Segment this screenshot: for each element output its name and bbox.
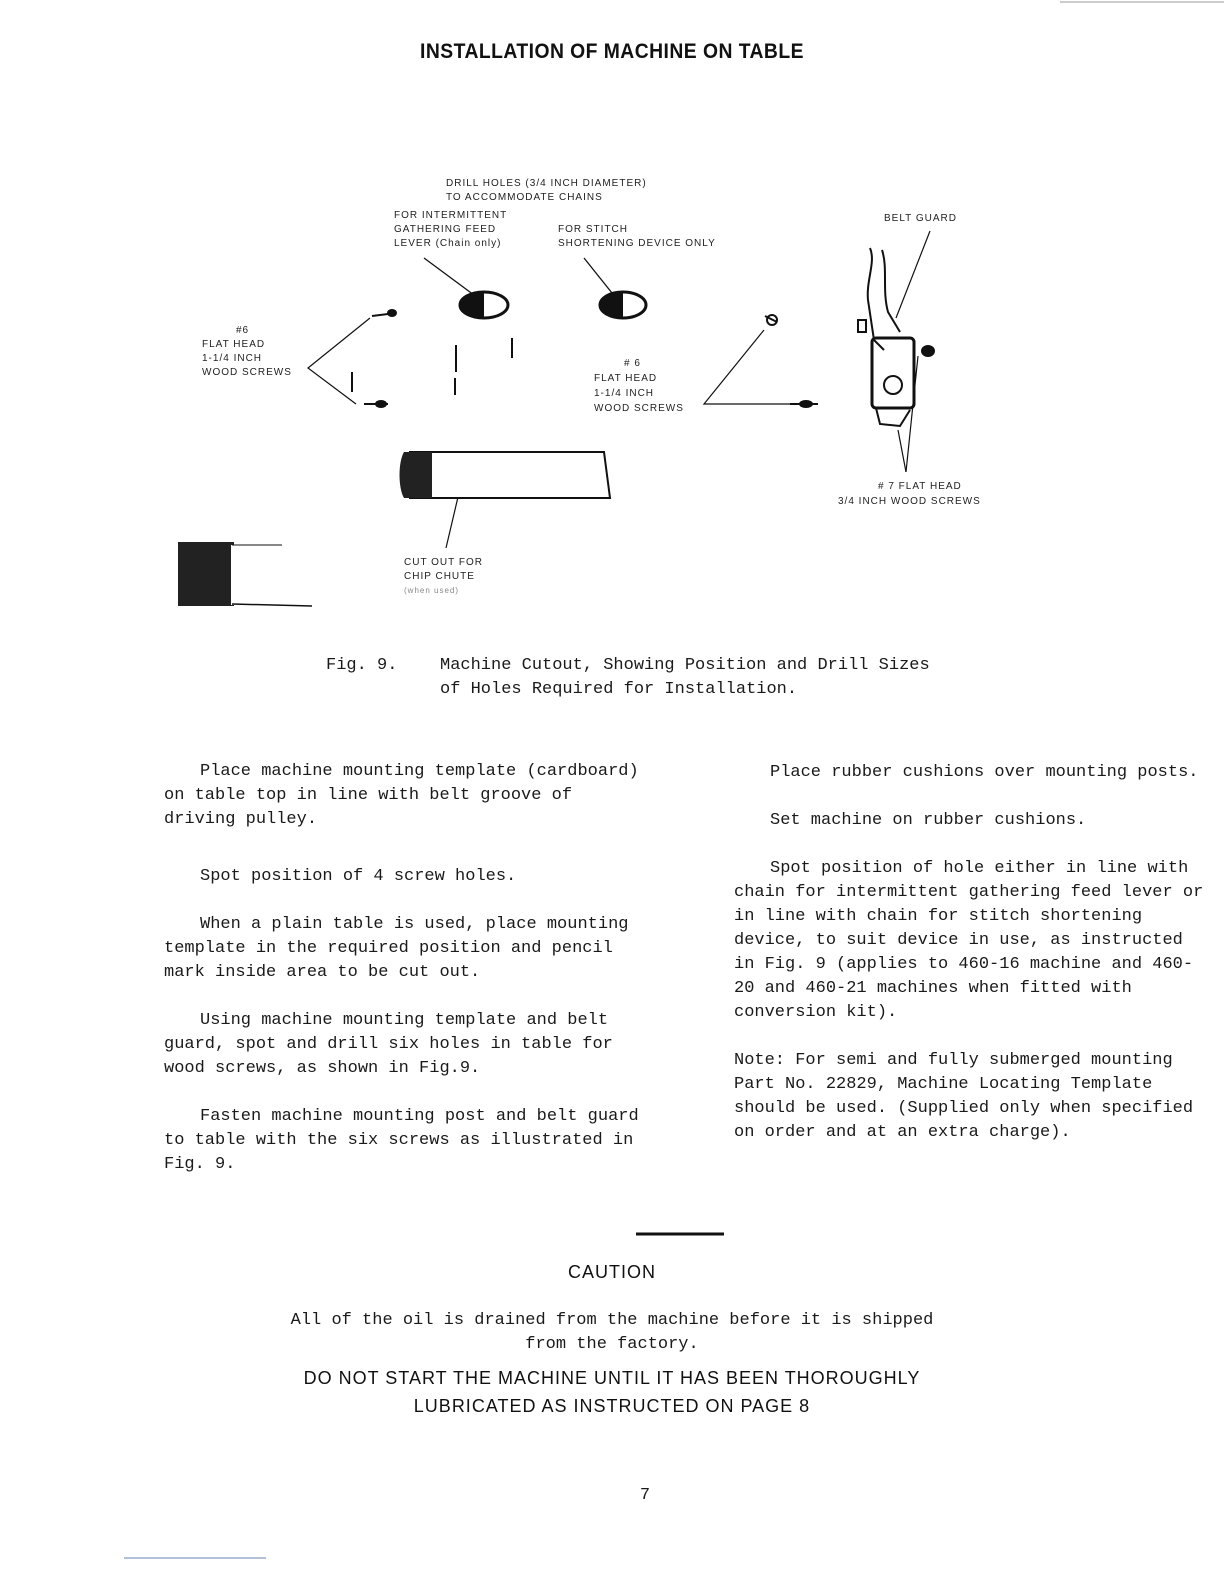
figure-caption-prefix: Fig. 9. — [326, 656, 398, 675]
label-cutout-1: CUT OUT FOR — [404, 557, 483, 568]
leader-left-screws — [308, 318, 370, 404]
label-drill-holes-2: TO ACCOMMODATE CHAINS — [446, 192, 603, 203]
left-screw-top — [372, 309, 397, 317]
label-belt-guard: BELT GUARD — [884, 213, 957, 224]
leader-chip-chute — [446, 497, 458, 548]
instruction-paragraph: Using machine mounting template and belt guard, spot and drill six holes in table for wood screws, as shown in Fig.9. — [164, 1011, 613, 1078]
drill-hole-intermittent — [460, 292, 508, 318]
instruction-paragraph: Spot position of hole either in line with chain for intermittent gathering feed lever or in line with chain for stitch shortening device, to suit device in use, as instructed in Fig. 9 (applies to 460-16 machine and 460-20 and 460-21 machines when fitted with conversion kit). — [734, 859, 1204, 1022]
page-title: INSTALLATION OF MACHINE ON TABLE — [420, 40, 804, 63]
belt-guard-drawing — [858, 248, 914, 426]
label-cutout-3: (when used) — [404, 586, 460, 595]
label-stitch-2: SHORTENING DEVICE ONLY — [558, 238, 716, 249]
label-right-screws-1: # 7 FLAT HEAD — [878, 481, 962, 492]
mid-screw-top — [765, 315, 777, 325]
label-mid-screws-4: WOOD SCREWS — [594, 403, 684, 414]
note-paragraph: Note: For semi and fully submerged mounting Part No. 22829, Machine Locating Template should be used. (Supplied only when specified on order and at an extra charge). — [734, 1051, 1194, 1142]
instructions-left-column — [164, 760, 644, 1177]
label-intermittent-2: GATHERING FEED — [394, 224, 497, 235]
caution-heading: CAUTION — [568, 1262, 656, 1282]
warning-line1: DO NOT START THE MACHINE UNTIL IT HAS BEEN THOROUGHLY — [303, 1368, 921, 1388]
instructions-right-column — [734, 761, 1204, 1145]
instruction-paragraph: Fasten machine mounting post and belt guard to table with the six screws as illustrated in Fig. 9. — [164, 1107, 639, 1174]
label-cutout-2: CHIP CHUTE — [404, 571, 475, 582]
label-left-screws-3: 1-1/4 INCH — [202, 353, 263, 364]
leader-intermittent — [424, 258, 478, 298]
label-mid-screws-1: # 6 — [624, 358, 641, 369]
instruction-paragraph: Spot position of 4 screw holes. — [200, 867, 517, 886]
instruction-paragraph: Place rubber cushions over mounting posts. — [770, 763, 1199, 782]
chip-chute-cutout — [400, 452, 611, 498]
label-left-screws-2: FLAT HEAD — [202, 339, 266, 350]
label-intermittent-1: FOR INTERMITTENT — [394, 210, 508, 221]
caution-line1: All of the oil is drained from the machine before it is shipped — [290, 1311, 934, 1330]
instruction-paragraph: Place machine mounting template (cardboard) on table top in line with belt groove of driving pulley. — [164, 762, 639, 829]
left-screw-bottom — [364, 400, 388, 408]
instruction-paragraph: Set machine on rubber cushions. — [770, 811, 1087, 830]
page-number: 7 — [639, 1486, 651, 1505]
label-right-screws-2: 3/4 INCH WOOD SCREWS — [838, 496, 981, 507]
label-mid-screws-2: FLAT HEAD — [594, 373, 658, 384]
leader-right-screws-2 — [898, 430, 906, 472]
label-stitch-1: FOR STITCH — [558, 224, 628, 235]
figure-caption-line1: Machine Cutout, Showing Position and Drill Sizes — [440, 656, 930, 675]
figure-caption-line2: of Holes Required for Installation. — [440, 680, 798, 699]
warning-line2: LUBRICATED AS INSTRUCTED ON PAGE 8 — [413, 1396, 811, 1416]
label-drill-holes-1: DRILL HOLES (3/4 INCH DIAMETER) — [446, 178, 647, 189]
label-mid-screws-3: 1-1/4 INCH — [594, 388, 655, 399]
leader-belt-guard — [896, 231, 930, 318]
instruction-paragraph: When a plain table is used, place mounting template in the required position and pencil mark inside area to be cut out. — [164, 915, 629, 982]
label-intermittent-3: LEVER (Chain only) — [394, 238, 502, 249]
drill-hole-stitch — [600, 292, 646, 318]
mounting-post-marks — [352, 338, 512, 395]
leader-mid-screws — [704, 330, 796, 404]
table-edge-fragment — [178, 542, 312, 606]
leader-stitch — [584, 258, 616, 298]
belt-guard-screw-top — [921, 345, 935, 357]
label-left-screws-4: WOOD SCREWS — [202, 367, 292, 378]
caution-line2: from the factory. — [525, 1335, 699, 1354]
label-left-screws-1: #6 — [236, 325, 250, 336]
